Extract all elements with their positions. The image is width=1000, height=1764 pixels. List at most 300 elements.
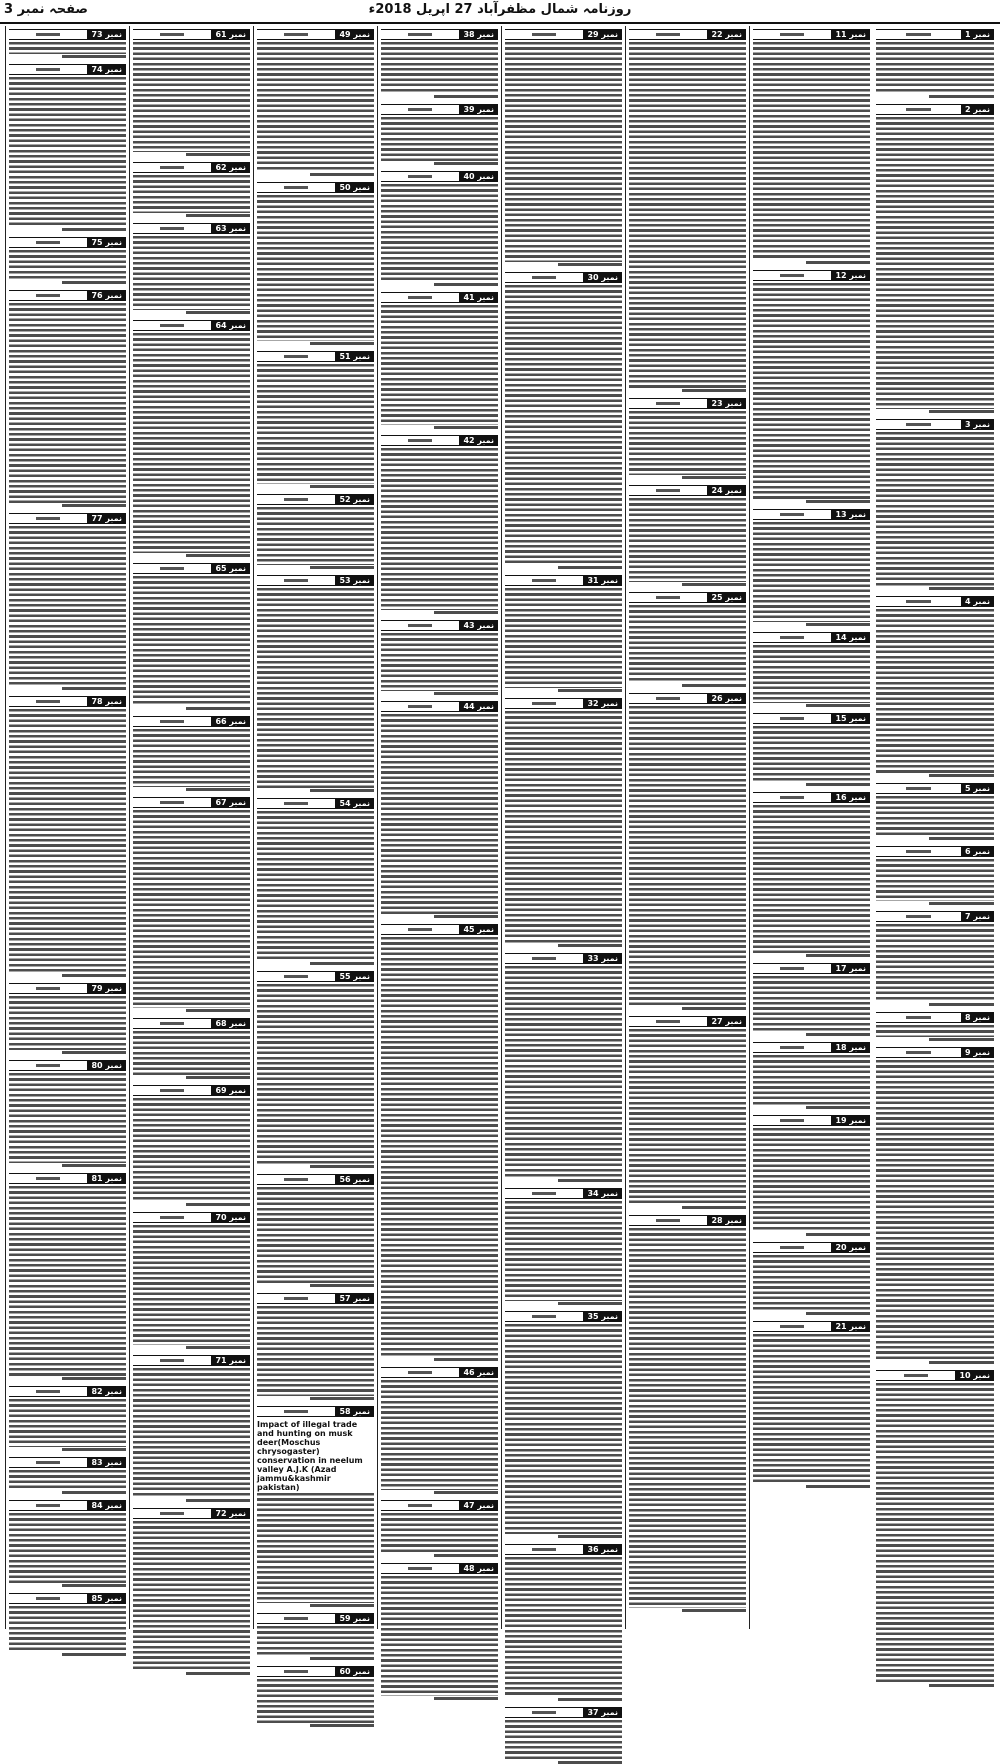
- notice-body-text: [381, 1380, 498, 1490]
- notice-header: [9, 1059, 126, 1071]
- notice-body-text: [505, 966, 622, 1178]
- notice-header: [381, 1499, 498, 1511]
- notice-title-bar: [753, 1321, 831, 1332]
- notice-header: [505, 1187, 622, 1199]
- notice-body-text: [133, 1368, 250, 1498]
- notice-body-text: [876, 859, 994, 901]
- notice-number-badge: نمبر 17: [831, 963, 870, 974]
- notice-closing-line: [434, 1697, 498, 1700]
- legal-notice: [133, 317, 250, 557]
- notice-header: [505, 28, 622, 40]
- notice-closing-line: [434, 1358, 498, 1361]
- notice-number-badge: نمبر 58: [335, 1406, 374, 1417]
- notice-body-text: [629, 1029, 746, 1205]
- notice-header: [876, 1046, 994, 1058]
- legal-notice: [9, 1170, 126, 1380]
- legal-notice: [876, 908, 994, 1006]
- notice-title-bar: [257, 1174, 335, 1185]
- notice-closing-line: [434, 692, 498, 695]
- notice-number-badge: نمبر 49: [335, 29, 374, 40]
- notice-title-bar: [753, 963, 831, 974]
- notice-body-text: [381, 117, 498, 161]
- notice-body-text: [505, 285, 622, 565]
- notice-closing-line: [310, 1604, 374, 1607]
- notice-closing-line: [62, 974, 126, 977]
- notice-title-bar: [629, 398, 707, 409]
- notice-number-badge: نمبر 44: [459, 701, 498, 712]
- notice-number-badge: نمبر 22: [707, 29, 746, 40]
- notice-closing-line: [310, 962, 374, 965]
- notice-title-bar: [753, 1242, 831, 1253]
- notice-body-text: [133, 236, 250, 310]
- notice-title-bar: [629, 1215, 707, 1226]
- notice-number-badge: نمبر 42: [459, 435, 498, 446]
- notice-title-bar: [133, 162, 211, 173]
- notice-header: [257, 1173, 374, 1185]
- notice-closing-line: [558, 566, 622, 569]
- notice-title-bar: [9, 513, 87, 524]
- notice-title-bar: [381, 171, 459, 182]
- notice-closing-line: [62, 504, 126, 507]
- legal-notice: [876, 1367, 994, 1687]
- legal-notice: [257, 795, 374, 965]
- notice-column: [253, 26, 377, 1676]
- notice-header: [381, 103, 498, 115]
- notice-header: [505, 952, 622, 964]
- notice-title-bar: [257, 494, 335, 505]
- notice-body-text: [753, 726, 870, 782]
- notice-title-bar: [133, 1355, 211, 1366]
- masthead: [0, 0, 1000, 24]
- notice-body-text: [133, 1031, 250, 1075]
- notice-body-text: [753, 1055, 870, 1105]
- notice-title-bar: [505, 1188, 583, 1199]
- notice-header: [257, 493, 374, 505]
- legal-notice: [381, 698, 498, 918]
- notice-number-badge: نمبر 26: [707, 693, 746, 704]
- notice-closing-line: [186, 214, 250, 217]
- notice-body-text: [381, 1513, 498, 1553]
- notice-closing-line: [186, 1499, 250, 1502]
- notice-header: [9, 512, 126, 524]
- legal-notice: [753, 1318, 870, 1488]
- notice-number-badge: نمبر 77: [87, 513, 126, 524]
- notice-number-badge: نمبر 4: [961, 596, 994, 607]
- notice-title-bar: [257, 575, 335, 586]
- notice-number-badge: نمبر 85: [87, 1593, 126, 1604]
- legal-notice: [9, 1454, 126, 1494]
- legal-notice: [257, 1290, 374, 1400]
- notice-header: [257, 28, 374, 40]
- notice-number-badge: نمبر 37: [583, 1707, 622, 1718]
- legal-notice: [753, 506, 870, 626]
- notice-number-badge: نمبر 82: [87, 1386, 126, 1397]
- notice-header: [505, 271, 622, 283]
- notice-body-text: [381, 448, 498, 610]
- notice-header: [257, 350, 374, 362]
- legal-notice: [629, 26, 746, 392]
- notice-closing-line: [558, 1698, 622, 1701]
- notice-closing-line: [806, 500, 870, 503]
- notice-header: [753, 1041, 870, 1053]
- notice-header: [133, 1507, 250, 1519]
- notice-body-text: [753, 1128, 870, 1232]
- notice-body-text: [9, 1470, 126, 1490]
- notice-body-text: [876, 924, 994, 1002]
- notice-closing-line: [62, 687, 126, 690]
- notice-header: [753, 1241, 870, 1253]
- legal-notice: [133, 26, 250, 156]
- notice-header: [753, 508, 870, 520]
- legal-notice: [876, 26, 994, 98]
- notice-closing-line: [682, 1206, 746, 1209]
- notice-title-bar: [133, 1018, 211, 1029]
- notice-number-badge: نمبر 14: [831, 632, 870, 643]
- notice-body-text: [876, 1383, 994, 1683]
- notice-body-text: [9, 526, 126, 686]
- notice-column: [625, 26, 749, 1629]
- notice-title-bar: [257, 971, 335, 982]
- notice-title-bar: [876, 596, 961, 607]
- notice-title-bar: [505, 272, 583, 283]
- notice-header: [257, 797, 374, 809]
- legal-notice: [876, 843, 994, 905]
- notice-header: [133, 562, 250, 574]
- notice-title-bar: [9, 1500, 87, 1511]
- notice-body-text: [9, 77, 126, 227]
- legal-notice: [9, 510, 126, 690]
- notice-closing-line: [682, 476, 746, 479]
- notice-number-badge: نمبر 50: [335, 182, 374, 193]
- notice-body-text: [505, 588, 622, 688]
- notice-header: [381, 1562, 498, 1574]
- notice-closing-line: [682, 583, 746, 586]
- notice-header: [876, 845, 994, 857]
- notice-column: [129, 26, 253, 1629]
- notice-title-bar: [629, 592, 707, 603]
- notice-closing-line: [806, 623, 870, 626]
- notice-body-text: [133, 810, 250, 1008]
- notice-number-badge: نمبر 65: [211, 563, 250, 574]
- notice-closing-line: [434, 283, 498, 286]
- notice-title-bar: [876, 1370, 955, 1381]
- notice-number-badge: نمبر 68: [211, 1018, 250, 1029]
- notice-closing-line: [806, 1233, 870, 1236]
- notice-title-bar: [505, 575, 583, 586]
- notice-header: [505, 574, 622, 586]
- notice-body-text: [133, 1098, 250, 1202]
- legal-notice: [876, 593, 994, 777]
- notice-closing-line: [310, 789, 374, 792]
- notice-number-badge: نمبر 70: [211, 1212, 250, 1223]
- notice-number-badge: نمبر 59: [335, 1613, 374, 1624]
- notice-closing-line: [558, 1179, 622, 1182]
- notice-body-text: [257, 1306, 374, 1396]
- notice-number-badge: نمبر 34: [583, 1188, 622, 1199]
- page-number: صفحہ نمبر 3: [4, 2, 88, 17]
- legal-notice: [505, 269, 622, 569]
- notice-number-badge: نمبر 81: [87, 1173, 126, 1184]
- notice-number-badge: نمبر 32: [583, 698, 622, 709]
- notice-title-bar: [381, 701, 459, 712]
- notice-title-bar: [133, 320, 211, 331]
- notice-title-bar: [381, 1563, 459, 1574]
- legal-notice: [257, 1610, 374, 1660]
- notice-header: [257, 970, 374, 982]
- notice-body-text: [876, 609, 994, 773]
- notice-body-text: [876, 432, 994, 586]
- notice-closing-line: [62, 1377, 126, 1380]
- legal-notice: [9, 61, 126, 231]
- notice-header: [9, 695, 126, 707]
- notice-header: [133, 1354, 250, 1366]
- legal-notice: [753, 710, 870, 786]
- notice-header: [381, 434, 498, 446]
- notice-closing-line: [310, 1165, 374, 1168]
- legal-notice: [381, 617, 498, 695]
- notice-body-text: [9, 1513, 126, 1583]
- notice-title-bar: [9, 29, 87, 40]
- notice-header: [381, 700, 498, 712]
- notice-title-bar: [381, 924, 459, 935]
- notice-closing-line: [929, 1684, 994, 1687]
- notice-closing-line: [806, 1106, 870, 1109]
- notice-header: [133, 715, 250, 727]
- legal-notice: [505, 1185, 622, 1305]
- notice-closing-line: [186, 1672, 250, 1675]
- notice-body-text: [629, 498, 746, 582]
- notice-number-badge: نمبر 54: [335, 798, 374, 809]
- notice-body-text: [381, 633, 498, 691]
- legal-notice: [753, 1039, 870, 1109]
- legal-notice: [753, 1239, 870, 1315]
- notice-body-text: [381, 937, 498, 1357]
- notice-number-badge: نمبر 78: [87, 696, 126, 707]
- notice-header: [9, 63, 126, 75]
- notice-number-badge: نمبر 15: [831, 713, 870, 724]
- notice-number-badge: نمبر 62: [211, 162, 250, 173]
- notice-title-bar: [629, 485, 707, 496]
- english-notice-text: Impact of illegal trade and hunting on musk deer(Moschus chrysogaster) conservation in neelum valley A.J.K (Azad jammu&kashmir pakistan): [257, 1420, 363, 1492]
- notice-closing-line: [434, 611, 498, 614]
- notice-closing-line: [806, 261, 870, 264]
- notice-closing-line: [558, 1302, 622, 1305]
- notice-number-badge: نمبر 6: [961, 846, 994, 857]
- notice-number-badge: نمبر 24: [707, 485, 746, 496]
- legal-notice: [505, 1541, 622, 1701]
- legal-notice: [381, 168, 498, 286]
- legal-notice: [876, 416, 994, 590]
- notice-title-bar: [9, 1060, 87, 1071]
- notice-body-text: [753, 283, 870, 499]
- notice-number-badge: نمبر 33: [583, 953, 622, 964]
- notice-number-badge: نمبر 21: [831, 1321, 870, 1332]
- notice-header: [753, 1114, 870, 1126]
- notice-number-badge: نمبر 16: [831, 792, 870, 803]
- notice-number-badge: نمبر 48: [459, 1563, 498, 1574]
- notice-title-bar: [381, 435, 459, 446]
- legal-notice: [381, 289, 498, 429]
- notice-closing-line: [62, 1051, 126, 1054]
- notice-closing-line: [310, 1397, 374, 1400]
- notice-closing-line: [310, 485, 374, 488]
- notice-header: [133, 1084, 250, 1096]
- notice-closing-line: [434, 1491, 498, 1494]
- notice-title-bar: [505, 1544, 583, 1555]
- notice-header: [133, 319, 250, 331]
- notice-body-text: [257, 1187, 374, 1283]
- notice-body-text: [505, 1201, 622, 1301]
- notice-column: [749, 26, 873, 1629]
- notice-header: [753, 791, 870, 803]
- notice-body-text: [257, 1493, 374, 1603]
- notice-title-bar: [133, 716, 211, 727]
- notice-header: [876, 910, 994, 922]
- notice-header: [9, 236, 126, 248]
- legal-notice: [133, 159, 250, 217]
- notice-closing-line: [929, 837, 994, 840]
- notice-number-badge: نمبر 29: [583, 29, 622, 40]
- notice-title-bar: [381, 1500, 459, 1511]
- notice-title-bar: [257, 1613, 335, 1624]
- notice-header: [629, 1214, 746, 1226]
- notice-title-bar: [257, 798, 335, 809]
- notice-number-badge: نمبر 13: [831, 509, 870, 520]
- legal-notice: [381, 432, 498, 614]
- notice-number-badge: نمبر 43: [459, 620, 498, 631]
- notice-title-bar: [133, 797, 211, 808]
- notice-title-bar: [257, 1293, 335, 1304]
- notice-number-badge: نمبر 36: [583, 1544, 622, 1555]
- notice-title-bar: [9, 64, 87, 75]
- notice-title-bar: [876, 846, 961, 857]
- legal-notice: [381, 101, 498, 165]
- notice-number-badge: نمبر 30: [583, 272, 622, 283]
- notice-number-badge: نمبر 11: [831, 29, 870, 40]
- notice-number-badge: نمبر 7: [961, 911, 994, 922]
- notice-body-text: [876, 42, 994, 94]
- notice-header: [876, 103, 994, 115]
- notice-title-bar: [876, 419, 961, 430]
- notice-closing-line: [434, 1554, 498, 1557]
- legal-notice: [133, 713, 250, 791]
- notice-number-badge: نمبر 83: [87, 1457, 126, 1468]
- notice-header: [629, 692, 746, 704]
- notice-body-text: [9, 1073, 126, 1163]
- notice-header: [257, 1405, 374, 1417]
- notice-title-bar: [257, 1666, 335, 1677]
- legal-notice: [133, 794, 250, 1012]
- legal-notice: [381, 26, 498, 98]
- notice-closing-line: [558, 263, 622, 266]
- notice-number-badge: نمبر 27: [707, 1016, 746, 1027]
- notice-number-badge: نمبر 45: [459, 924, 498, 935]
- legal-notice: [133, 1209, 250, 1349]
- notice-title-bar: [381, 292, 459, 303]
- notice-closing-line: [682, 684, 746, 687]
- legal-notice: [257, 26, 374, 176]
- notice-body-text: [381, 1576, 498, 1696]
- notice-closing-line: [806, 1033, 870, 1036]
- notice-header: [257, 1292, 374, 1304]
- notice-closing-line: [186, 554, 250, 557]
- notice-title-bar: [381, 620, 459, 631]
- notice-number-badge: نمبر 56: [335, 1174, 374, 1185]
- legal-notice: [257, 572, 374, 792]
- notice-closing-line: [682, 389, 746, 392]
- legal-notice: [9, 1383, 126, 1451]
- notice-header: [753, 631, 870, 643]
- notice-title-bar: [753, 270, 831, 281]
- notice-closing-line: [434, 915, 498, 918]
- notice-number-badge: نمبر 53: [335, 575, 374, 586]
- notice-number-badge: نمبر 79: [87, 983, 126, 994]
- notice-number-badge: نمبر 18: [831, 1042, 870, 1053]
- notice-header: [876, 418, 994, 430]
- legal-notice: [629, 1212, 746, 1612]
- notice-number-badge: نمبر 63: [211, 223, 250, 234]
- legal-notice: [257, 1663, 374, 1727]
- notice-body-text: [753, 1255, 870, 1311]
- legal-notice: [381, 1364, 498, 1494]
- notice-header: [133, 28, 250, 40]
- legal-notice: [505, 26, 622, 266]
- legal-notice: [133, 1082, 250, 1206]
- legal-notice: [381, 921, 498, 1361]
- legal-notice: [9, 1057, 126, 1167]
- notice-title-bar: [876, 104, 961, 115]
- notice-body-text: [505, 42, 622, 262]
- notice-title-bar: [629, 29, 707, 40]
- notice-header: [257, 1612, 374, 1624]
- notice-body-text: [505, 1324, 622, 1534]
- notice-column: [873, 26, 997, 1629]
- legal-notice: [753, 1112, 870, 1236]
- notice-body-text: [381, 42, 498, 94]
- legal-notice: [876, 780, 994, 840]
- notice-header: [505, 1543, 622, 1555]
- legal-notice: [753, 789, 870, 957]
- legal-notice: [753, 267, 870, 503]
- notice-number-badge: نمبر 52: [335, 494, 374, 505]
- legal-notice: [9, 26, 126, 58]
- notice-closing-line: [434, 95, 498, 98]
- notice-title-bar: [133, 1085, 211, 1096]
- notice-closing-line: [310, 566, 374, 569]
- notice-body-text: [133, 576, 250, 706]
- notice-number-badge: نمبر 84: [87, 1500, 126, 1511]
- notice-closing-line: [929, 1003, 994, 1006]
- notice-closing-line: [806, 704, 870, 707]
- classified-columns: [3, 26, 997, 1717]
- notice-body-text: [9, 303, 126, 503]
- notice-header: [505, 1310, 622, 1322]
- legal-notice: [629, 482, 746, 586]
- notice-body-text: [381, 184, 498, 282]
- notice-body-text: [257, 364, 374, 484]
- notice-header: [381, 923, 498, 935]
- notice-body-text: [9, 250, 126, 280]
- notice-closing-line: [558, 689, 622, 692]
- notice-title-bar: [9, 696, 87, 707]
- notice-body-text: [876, 1025, 994, 1037]
- notice-body-text: [133, 1521, 250, 1671]
- notice-header: [133, 796, 250, 808]
- notice-closing-line: [310, 173, 374, 176]
- notice-closing-line: [62, 55, 126, 58]
- notice-header: [133, 222, 250, 234]
- legal-notice: [257, 1171, 374, 1287]
